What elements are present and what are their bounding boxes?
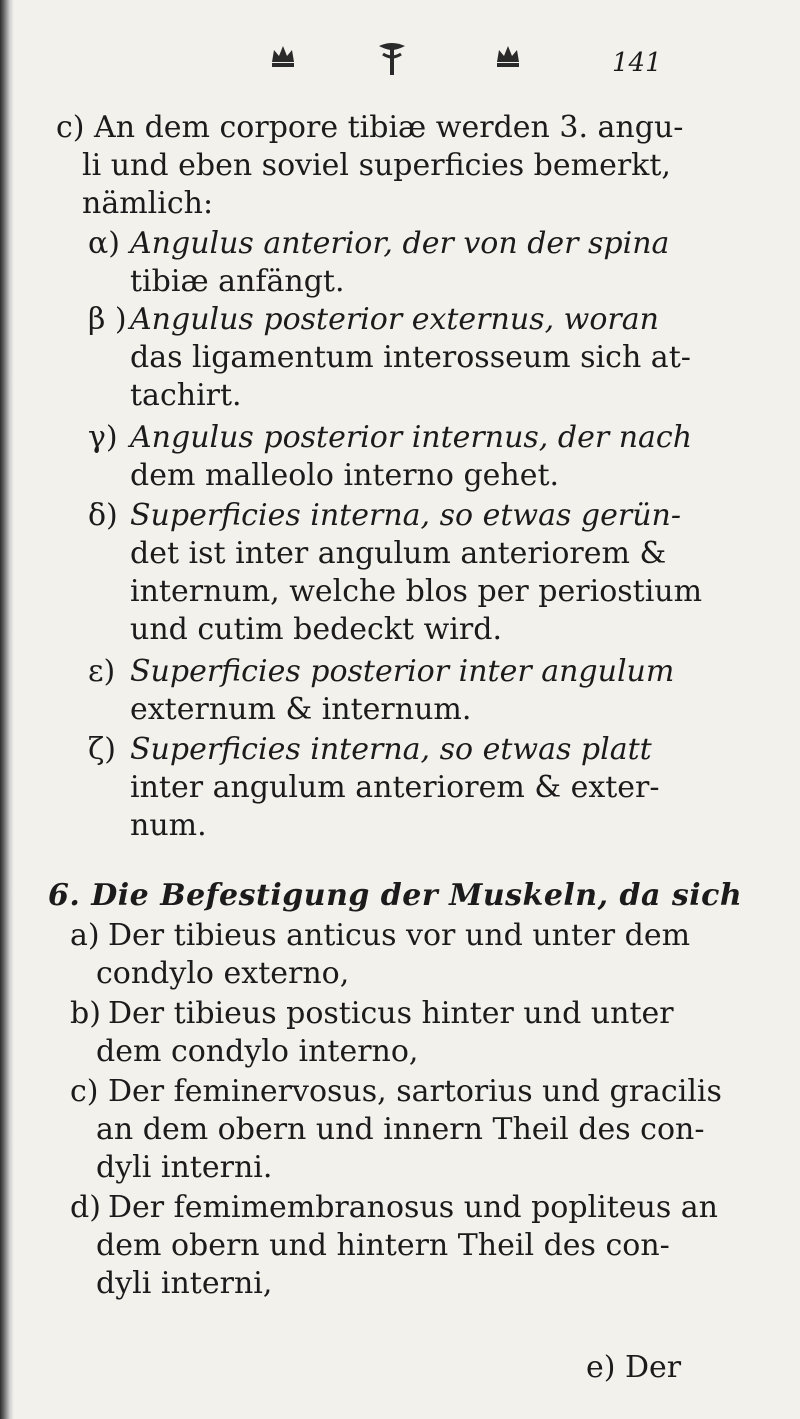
item-zeta-line-2: inter angulum anteriorem & exter- xyxy=(130,770,660,805)
item-epsilon-marker: ε) xyxy=(88,654,116,689)
entry-d-line-3: dyli interni, xyxy=(96,1266,273,1301)
entry-d-line-1: Der femimembranosus und popliteus an xyxy=(108,1190,719,1225)
item-beta-line-1: Angulus posterior externus, woran xyxy=(130,302,659,337)
item-gamma-marker: γ) xyxy=(88,420,118,455)
item-gamma-line-1: Angulus posterior internus, der nach xyxy=(130,420,693,455)
item-zeta-marker: ζ) xyxy=(88,732,116,767)
crown-ornament-icon xyxy=(493,40,523,70)
item-delta-line-3: internum, welche blos per periostium xyxy=(130,574,703,609)
item-zeta-line-1: Superficies interna, so etwas platt xyxy=(130,732,652,767)
section-c-line-1: c) An dem corpore tibiæ werden 3. angu- xyxy=(56,110,684,145)
item-delta-line-4: und cutim bedeckt wird. xyxy=(130,612,502,647)
entry-c-line-2: an dem obern und innern Theil des con- xyxy=(96,1112,705,1147)
item-alpha-line-1: Angulus anterior, der von der spina xyxy=(130,226,670,261)
item-delta-line-1: Superficies interna, so etwas gerün- xyxy=(130,498,681,533)
entry-b-marker: b) xyxy=(70,996,101,1031)
crown-ornament-icon xyxy=(268,40,298,70)
entry-a-line-2: condylo externo, xyxy=(96,956,350,991)
item-epsilon-line-2: externum & internum. xyxy=(130,692,472,727)
page-number: 141 xyxy=(612,48,662,78)
entry-c-line-1: Der feminervosus, sartorius und gracilis xyxy=(108,1074,722,1109)
item-beta-line-2: das ligamentum interosseum sich at- xyxy=(130,340,691,375)
item-alpha-line-2: tibiæ anfängt. xyxy=(130,264,345,299)
entry-b-line-1: Der tibieus posticus hinter und unter xyxy=(108,996,674,1031)
entry-c-marker: c) xyxy=(70,1074,99,1109)
entry-a-line-1: Der tibieus anticus vor und unter dem xyxy=(108,918,691,953)
item-delta-marker: δ) xyxy=(88,498,118,533)
catchword: e) Der xyxy=(586,1350,682,1385)
section-c-line-2: li und eben soviel superficies bemerkt, xyxy=(82,148,671,183)
entry-b-line-2: dem condylo interno, xyxy=(96,1034,419,1069)
item-gamma-line-2: dem malleolo interno gehet. xyxy=(130,458,560,493)
section-6-heading: 6. Die Befestigung der Muskeln, da sich xyxy=(48,878,743,913)
entry-c-line-3: dyli interni. xyxy=(96,1150,273,1185)
item-alpha-marker: α) xyxy=(88,226,120,261)
entry-d-marker: d) xyxy=(70,1190,101,1225)
item-beta-line-3: tachirt. xyxy=(130,378,242,413)
page-header xyxy=(0,40,800,90)
cross-ornament-icon xyxy=(375,40,409,80)
item-zeta-line-3: num. xyxy=(130,808,207,843)
entry-a-marker: a) xyxy=(70,918,100,953)
item-delta-line-2: det ist inter angulum anteriorem & xyxy=(130,536,667,571)
book-spine-shadow xyxy=(0,0,14,1419)
section-c-line-3: nämlich: xyxy=(82,186,214,221)
item-epsilon-line-1: Superficies posterior inter angulum xyxy=(130,654,675,689)
entry-d-line-2: dem obern und hintern Theil des con- xyxy=(96,1228,670,1263)
item-beta-marker: β ) xyxy=(88,302,127,337)
